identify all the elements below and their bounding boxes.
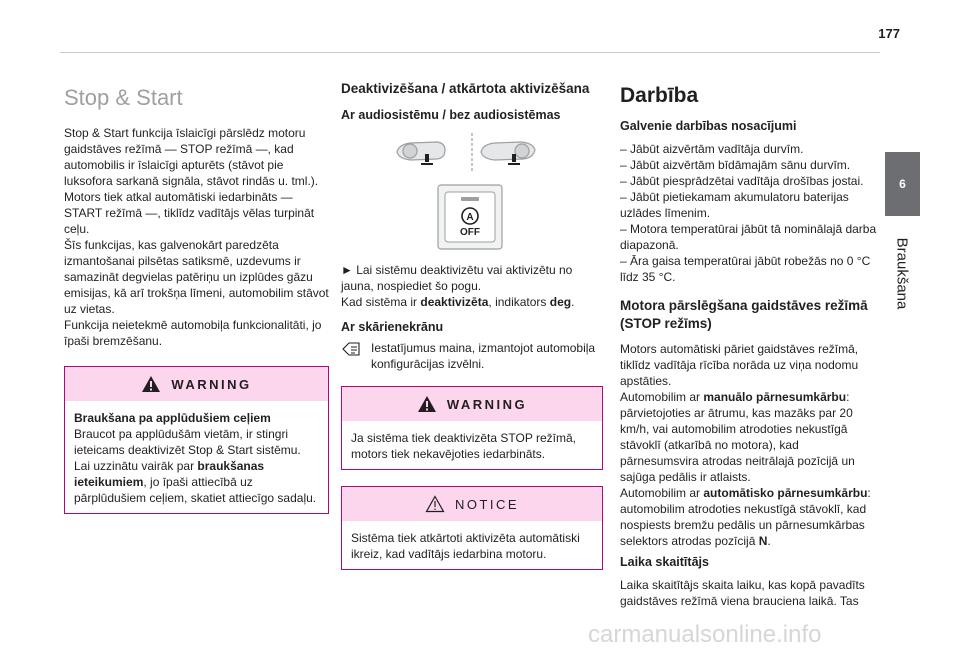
subtitle-audio: Ar audiosistēmu / bez audiosistēmas [341,108,561,122]
notice-label: NOTICE [454,496,520,512]
watermark: carmanualsonline.info [588,621,822,648]
automatic-gearbox-paragraph: Automobilim ar automātisko pārnesumkārbu: automobilim atrodoties nekustīgā stāvoklī, kad nospiests bremžu pedālis un pārnesumkārbas selektors atrodas pozīcijā N. [620,486,871,548]
column-stop-start [64,80,329,514]
button-illustration [341,128,603,256]
warning-label: WARNING [171,376,252,392]
touchscreen-icon [341,340,361,358]
instruction-text: ► Lai sistēmu deaktivizētu vai aktivizētu no jauna, nospiediet šo pogu. [341,263,573,293]
notice-header [342,487,602,521]
off-button-label: OFF [460,227,480,238]
notice-box [341,486,603,570]
section-title: Stop & Start [64,85,183,110]
notice-body [342,521,602,569]
warning-header-2 [342,387,602,421]
warning-body-2 [342,421,602,469]
list-item: – Jābūt pietiekamam akumulatoru baterijas uzlādes līmenim. [620,190,849,220]
list-item: – Jābūt piesprādzētai vadītāja drošības jostai. [620,174,864,188]
list-item: – Āra gaisa temperatūrai jābūt robežās no 0 °C līdz 35 °C. [620,254,871,284]
list-item: – Motora temperatūrai jābūt tā nominālajā darba diapazonā. [620,222,877,252]
purpose-paragraph: Šīs funkcijas, kas galvenokārt paredzēta izmantošanai pilsētas satiksmē, uzdevums ir samazināt degvielas patēriņu un izplūdes gāzu emisijas, kā arī trokšņa līmeni, automobilim stāvot uz vietas. [64,238,329,316]
conditions-list [620,141,878,285]
column-deactivation [341,80,603,570]
subtitle-touchscreen: Ar skārienekrānu [341,320,444,334]
chapter-label-text: Braukšana [893,237,911,309]
subtitle-timer: Laika skaitītājs [620,555,709,569]
braking-paragraph: Funkcija neietekmē automobiļa funkcionalitāti, jo īpaši bremzēšanu. [64,318,322,348]
column-operation [620,80,878,609]
manual-gearbox-paragraph: Automobilim ar manuālo pārnesumkārbu: pārvietojoties ar ātrumu, kas mazāks par 20 km/h, vai automobilim atrodoties nekustīgā stāvoklī (atkarībā no motora), kad pārnesumsvira atrodas neitrālajā pozīcijā un sajūga pedālis ir atlaists. [620,390,855,484]
warning-icon [141,375,161,393]
warning-body [65,401,328,513]
header-rule [60,52,880,53]
section-title: Deaktivizēšana / atkārtota aktivizēšana [341,81,590,96]
warning-box [64,366,329,514]
chapter-tab[interactable]: 6 [885,152,920,216]
touchscreen-text: Iestatījumus maina, izmantojot automobiļa konfigurācijas izvēlni. [371,341,596,371]
subtitle-stop-mode: Motora pārslēgšana gaidstāves režīmā (STOP režīms) [620,298,868,331]
page-number: 177 [878,26,900,41]
warning-text: Ja sistēma tiek deaktivizēta STOP režīmā, motors tiek nekavējoties iedarbināts. [351,431,576,461]
warning-heading: Braukšana pa applūdušiem ceļiem [74,411,271,425]
warning-header [65,367,328,401]
svg-text:A: A [466,212,474,223]
warning-reference: Lai uzzinātu vairāk par braukšanas ieteikumiem, jo īpaši attiecībā uz pārplūdušiem ceļiem, skatiet attiecīgo sadaļu. [74,459,317,505]
timer-paragraph: Laika skaitītājs skaita laiku, kas kopā pavadīts gaidstāves režīmā viena brauciena laikā. Tas [620,578,865,608]
dashboard-illustration [341,128,603,256]
list-item: – Jābūt aizvērtām vadītāja durvīm. [620,142,804,156]
indicator-text: Kad sistēma ir deaktivizēta, indikators deg. [341,295,575,309]
notice-icon [425,495,445,513]
stop-mode-paragraph: Motors automātiski pāriet gaidstāves režīmā, tiklīdz vadītāja rīcība norāda uz viņa nodomu apstāties. [620,342,859,388]
warning-label: WARNING [446,396,528,412]
list-item: – Jābūt aizvērtām bīdāmajām sānu durvīm. [620,158,851,172]
warning-icon [417,395,437,413]
warning-text: Braucot pa applūdušām vietām, ir stingri ieteicams deaktivizēt Stop & Start sistēmu. [74,427,301,457]
notice-text: Sistēma tiek atkārtoti aktivizēta automātiski ikreiz, kad vadītājs iedarbina motoru. [351,531,580,561]
touchscreen-tip [341,340,603,372]
chapter-label [884,218,920,328]
subtitle-conditions: Galvenie darbības nosacījumi [620,119,797,133]
section-title: Darbība [620,84,699,107]
warning-box-2 [341,386,603,470]
warning-reference-link: braukšanas ieteikumiem [74,459,265,489]
intro-paragraph: Stop & Start funkcija īslaicīgi pārslēdz motoru gaidstāves režīmā — STOP režīmā —, kad automobilis ir īslaicīgi apturēts (stāvot pie luksofora sarkanā signāla, stāvot rindās u. tml.). Motors tiek atkal automātiski iedarbināts — START režīmā —, tiklīdz vadītājs vēlas turpināt ceļu. [64,126,319,236]
